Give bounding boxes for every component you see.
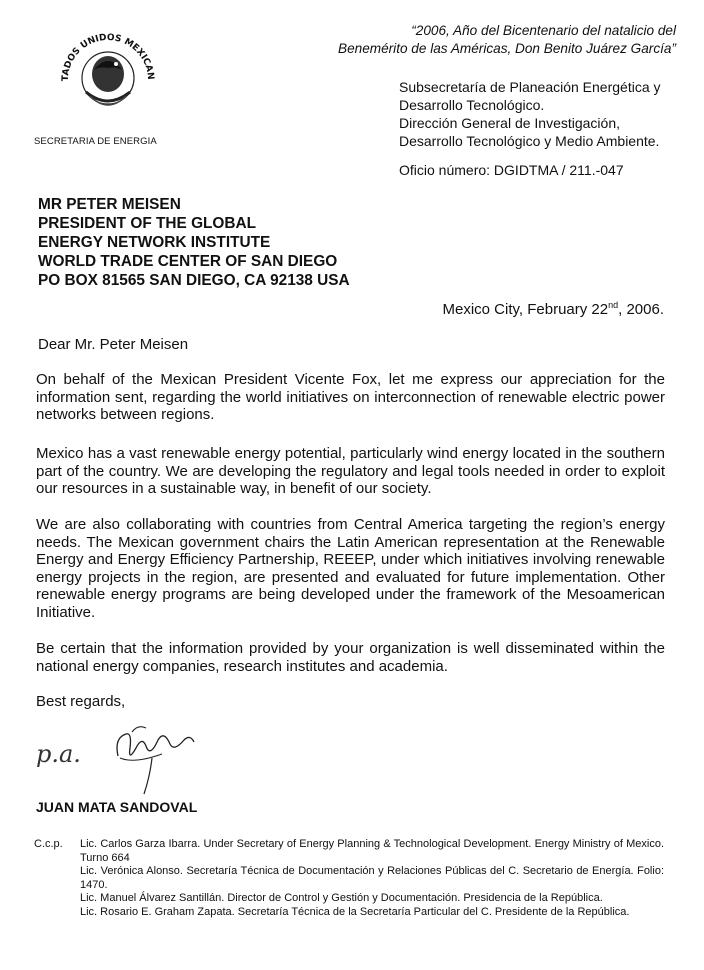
body-paragraph: Mexico has a vast renewable energy potential, particularly wind energy located in the southern part of the country. We are developing the regulatory and legal tools needed in order to exploit our resources in a sustainable way, in benefit of our society. bbox=[36, 445, 665, 498]
dept-line: Subsecretaría de Planeación Energética y bbox=[399, 79, 661, 95]
body-paragraph: Be certain that the information provided by your organization is well disseminated within the national energy companies, research institutes and academia. bbox=[36, 640, 665, 675]
recipient-line: PRESIDENT OF THE GLOBAL bbox=[38, 215, 257, 232]
handwritten-signature bbox=[34, 718, 224, 798]
recipient-line: PO BOX 81565 SAN DIEGO, CA 92138 USA bbox=[38, 272, 350, 289]
ccp-label: C.c.p. bbox=[34, 838, 63, 850]
ccp-entry: Lic. Manuel Álvarez Santillán. Director de Control y Gestión y Documentación. Presidencia de la República. bbox=[80, 892, 603, 904]
date-ordinal: nd bbox=[608, 300, 619, 310]
ccp-entry: Lic. Verónica Alonso. Secretaría Técnica de Documentación y Relaciones Públicas del C. Secretario de Energía. Folio: 1470. bbox=[80, 865, 664, 891]
recipient-line: WORLD TRADE CENTER OF SAN DIEGO bbox=[38, 253, 338, 270]
letter-date bbox=[443, 300, 665, 318]
motto-line: “2006, Año del Bicentenario del natalicio del bbox=[411, 23, 676, 38]
salutation: Dear Mr. Peter Meisen bbox=[38, 336, 189, 353]
closing: Best regards, bbox=[36, 693, 126, 710]
recipient-address bbox=[38, 195, 350, 290]
year-motto bbox=[338, 22, 676, 58]
date-prefix: Mexico City, February 22 bbox=[442, 301, 609, 318]
recipient-line: ENERGY NETWORK INSTITUTE bbox=[38, 234, 271, 251]
recipient-line: MR PETER MEISEN bbox=[38, 196, 181, 213]
motto-line: Benemérito de las Américas, Don Benito Juárez García” bbox=[338, 41, 676, 56]
dept-line: Desarrollo Tecnológico. bbox=[399, 97, 545, 113]
signature-pa: p.a. bbox=[36, 740, 81, 768]
agency-name: SECRETARIA DE ENERGIA bbox=[34, 136, 157, 147]
ccp-entry: Lic. Rosario E. Graham Zapata. Secretaría Técnica de la Secretaría Particular del C. Presidente de la República. bbox=[80, 906, 630, 918]
dept-line: Desarrollo Tecnológico y Medio Ambiente. bbox=[399, 133, 660, 149]
dept-line: Dirección General de Investigación, bbox=[399, 115, 621, 131]
department-block bbox=[399, 78, 661, 150]
body-paragraph: On behalf of the Mexican President Vicente Fox, let me express our appreciation for the information sent, regarding the world initiatives on interconnection of renewable electric power networks between regions. bbox=[36, 371, 665, 424]
reference-number: Oficio número: DGIDTMA / 211.-047 bbox=[399, 162, 624, 178]
seal-text: TADOS UNIDOS MEXICAN bbox=[60, 32, 156, 82]
date-suffix: , 2006. bbox=[618, 301, 664, 318]
ccp-entry: Lic. Carlos Garza Ibarra. Under Secretary of Energy Planning & Technological Development. Energy Ministry of Mexico. Turno 664 bbox=[80, 838, 664, 864]
mexican-coat-of-arms-seal bbox=[56, 22, 160, 134]
signer-name: JUAN MATA SANDOVAL bbox=[36, 799, 198, 815]
body-paragraph: We are also collaborating with countries from Central America targeting the region’s energy needs. The Mexican government chairs the Latin American representation at the Renewable Energy and Energy Efficiency Partnership, REEEP, under which initiatives involving renewable energy projects in the region, are presented and evaluated for future implementation. Other renewable energy programs are being developed under the framework of the Mesoamerican Initiative. bbox=[36, 516, 665, 621]
